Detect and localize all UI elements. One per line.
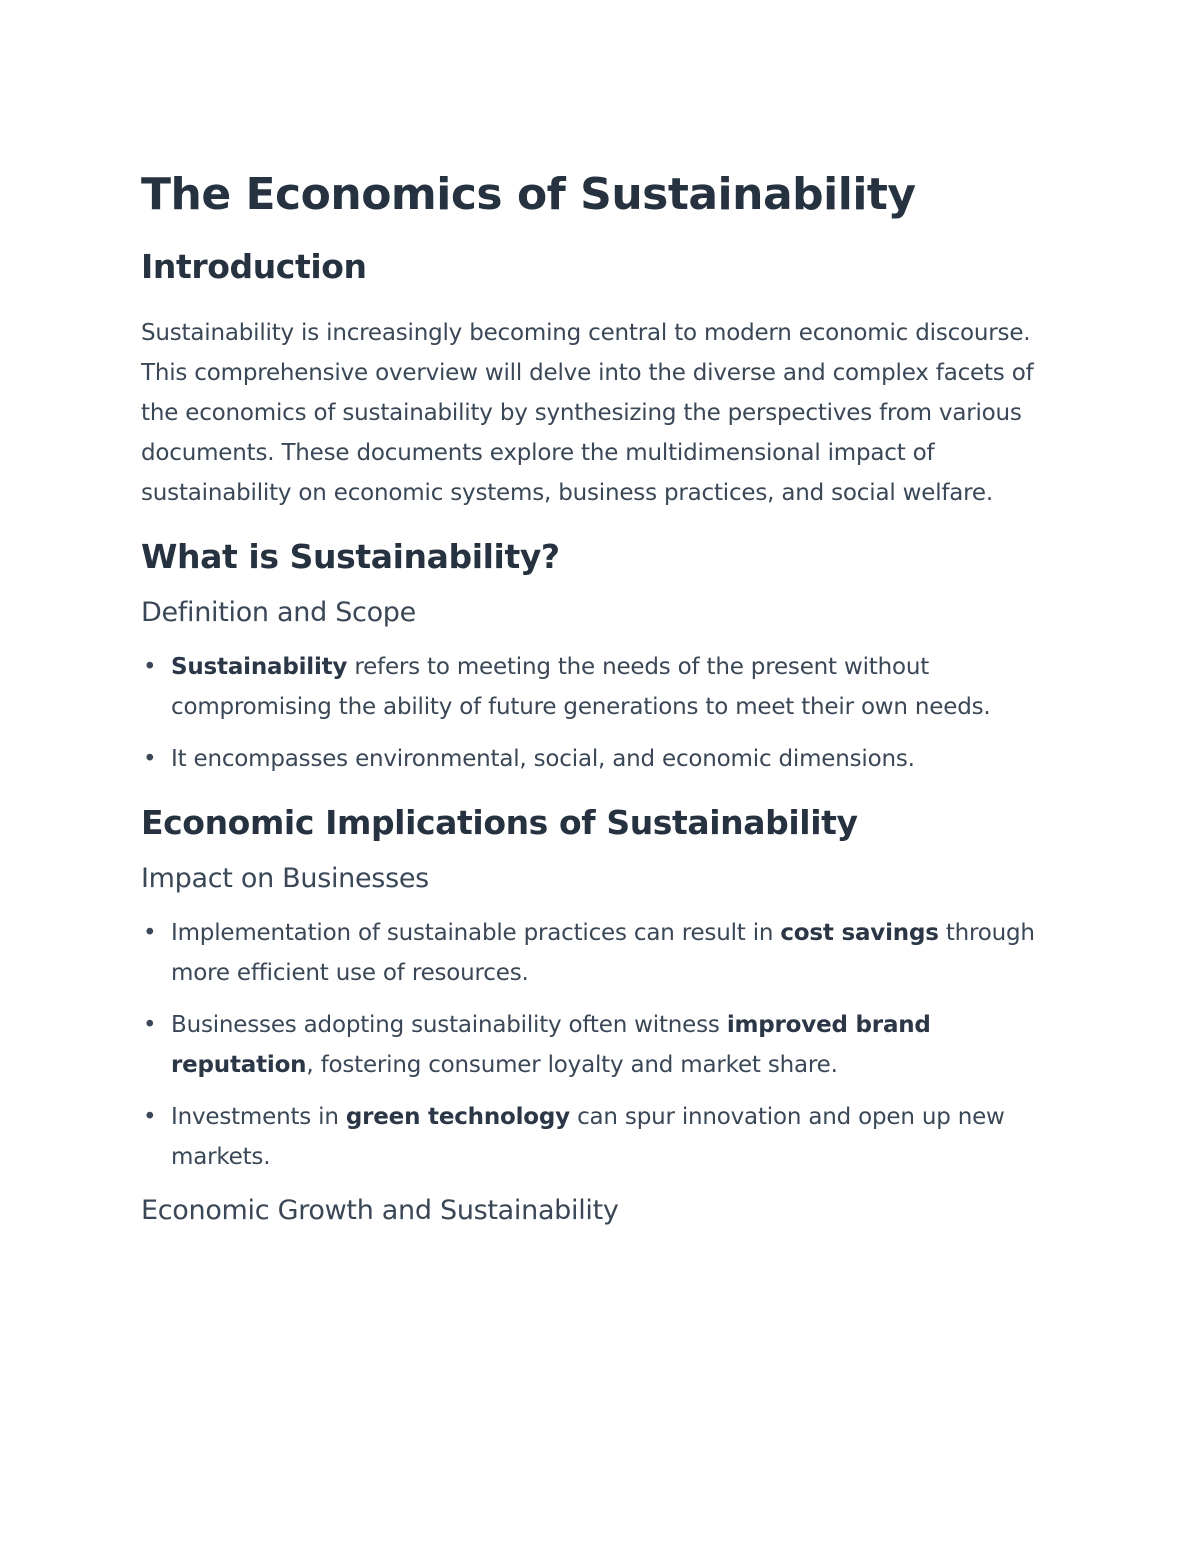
section-heading-introduction: Introduction: [141, 247, 367, 286]
subheading-definition-and-scope: Definition and Scope: [141, 597, 416, 628]
list-item: [141, 647, 1071, 727]
definition-bullet-list: [141, 647, 1071, 779]
subheading-economic-growth-and-sustainability: Economic Growth and Sustainability: [141, 1195, 619, 1226]
list-item-text: refers to meeting the needs of the present without compromising the ability of future generations to meet their own needs.: [171, 654, 991, 720]
bullet-icon: •: [143, 1012, 157, 1038]
list-item-text: , fostering consumer loyalty and market share.: [306, 1052, 838, 1078]
list-item-text: Investments in: [171, 1104, 346, 1130]
list-item: [141, 739, 1071, 779]
bullet-icon: •: [143, 654, 157, 680]
bold-term: improved brand reputation: [171, 1012, 931, 1078]
list-item-text: Implementation of sustainable practices can result in: [171, 920, 781, 946]
bold-term: cost savings: [780, 920, 939, 946]
bold-term: green technology: [345, 1104, 570, 1130]
list-item-text: It encompasses environmental, social, and economic dimensions.: [171, 746, 915, 772]
list-item-text: Businesses adopting sustainability often witness: [171, 1012, 727, 1038]
bold-term: Sustainability: [171, 654, 348, 680]
list-item: [141, 1097, 1071, 1177]
business-impact-bullet-list: [141, 913, 1071, 1177]
bullet-icon: •: [143, 746, 157, 772]
bullet-icon: •: [143, 1104, 157, 1130]
list-item: [141, 913, 1071, 993]
document-title: The Economics of Sustainability: [141, 169, 916, 220]
section-heading-what-is-sustainability: What is Sustainability?: [141, 537, 560, 576]
subheading-impact-on-businesses: Impact on Businesses: [141, 863, 429, 894]
list-item-text: can spur innovation and open up new markets.: [171, 1104, 1005, 1170]
section-heading-economic-implications: Economic Implications of Sustainability: [141, 803, 858, 842]
bullet-icon: •: [143, 920, 157, 946]
list-item: [141, 1005, 1071, 1085]
list-item-text: through more efficient use of resources.: [171, 920, 1035, 986]
document-page: [141, 165, 1071, 1229]
introduction-paragraph: Sustainability is increasingly becoming central to modern economic discourse. This comprehensive overview will delve into the diverse and complex facets of the economics of sustainability by synthesizing the perspectives from various documents. These documents explore the multidimensional impact of sustainability on economic systems, business practices, and social welfare.: [141, 320, 1034, 506]
